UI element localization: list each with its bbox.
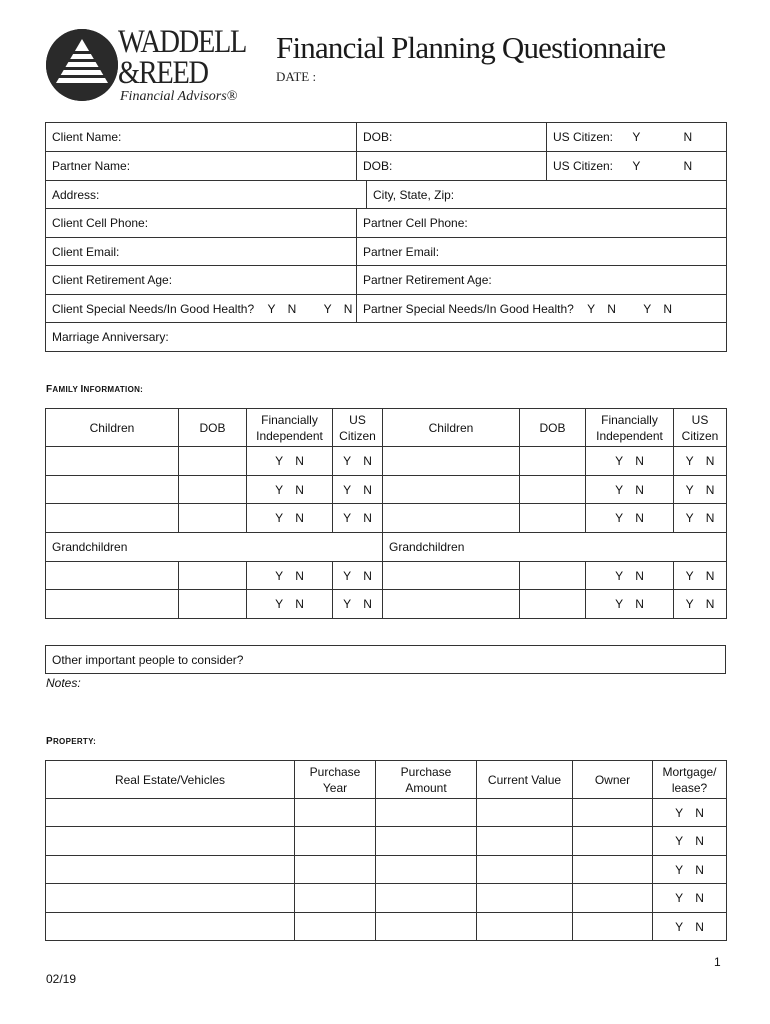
child-dob-cell[interactable] (179, 447, 247, 476)
citizen-yn[interactable]: Y N (333, 504, 383, 533)
col-financially-independent: Financially Independent (247, 409, 333, 447)
child-name-cell[interactable] (46, 476, 179, 504)
partner-dob-field[interactable]: DOB: (357, 152, 547, 181)
table-row (46, 913, 727, 941)
citizen-yn[interactable]: Y N (674, 447, 727, 476)
table-row (46, 504, 727, 533)
citizen-yn[interactable]: Y N (333, 590, 383, 619)
logo-emblem (46, 29, 118, 101)
table-row (46, 799, 727, 827)
citizen-yn[interactable]: Y N (333, 476, 383, 504)
property-heading: PROPERTY: (46, 736, 97, 747)
col-us-citizen: US Citizen (674, 409, 727, 447)
grandchildren-label: Grandchildren (383, 533, 727, 562)
table-row (46, 590, 727, 619)
table-row (46, 884, 727, 913)
col-dob: DOB (179, 409, 247, 447)
pyramid-icon (46, 29, 118, 101)
partner-us-citizen-field[interactable] (547, 152, 727, 181)
client-special-label: Client Special Needs/In Good Health? (52, 301, 255, 316)
grandchild-name-cell[interactable] (383, 590, 520, 619)
col-mortgage: Mortgage/ lease? (653, 761, 727, 799)
good-health-yn[interactable]: Y N (643, 301, 673, 316)
table-header-row (46, 761, 727, 799)
grandchild-dob-cell[interactable] (179, 562, 247, 590)
table-row (46, 476, 727, 504)
col-current-value: Current Value (477, 761, 573, 799)
child-name-cell[interactable] (383, 504, 520, 533)
date-label: DATE : (276, 69, 317, 84)
property-table (45, 760, 727, 941)
col-owner: Owner (573, 761, 653, 799)
good-health-yn[interactable]: Y N (323, 301, 353, 316)
special-needs-yn[interactable]: Y N (267, 301, 297, 316)
fin-ind-yn[interactable]: Y N (586, 504, 674, 533)
other-people-table (45, 645, 726, 674)
fin-ind-yn[interactable]: Y N (586, 447, 674, 476)
table-row (46, 827, 727, 856)
child-name-cell[interactable] (383, 447, 520, 476)
family-table (45, 408, 727, 619)
citizen-yes[interactable]: Y (632, 130, 641, 144)
client-dob-field[interactable]: DOB: (357, 123, 547, 152)
page-title: Financial Planning Questionnaire (276, 30, 666, 65)
table-row (46, 447, 727, 476)
grandchild-dob-cell[interactable] (179, 590, 247, 619)
citizen-yn[interactable]: Y N (674, 562, 727, 590)
client-special-needs-field[interactable] (46, 295, 357, 323)
col-purchase-amount: Purchase Amount (376, 761, 477, 799)
notes-label: Notes: (46, 676, 81, 690)
client-email-field[interactable]: Client Email: (46, 238, 357, 266)
partner-name-field[interactable]: Partner Name: (46, 152, 357, 181)
citizen-yn[interactable]: Y N (674, 476, 727, 504)
city-state-zip-field[interactable]: City, State, Zip: (367, 181, 727, 209)
child-dob-cell[interactable] (179, 476, 247, 504)
family-heading: FAMILY INFORMATION: (46, 384, 144, 395)
col-real-estate: Real Estate/Vehicles (46, 761, 295, 799)
child-dob-cell[interactable] (520, 504, 586, 533)
partner-email-field[interactable]: Partner Email: (357, 238, 727, 266)
fin-ind-yn[interactable]: Y N (247, 476, 333, 504)
fin-ind-yn[interactable]: Y N (586, 562, 674, 590)
client-cell-field[interactable]: Client Cell Phone: (46, 209, 357, 238)
col-children: Children (383, 409, 520, 447)
fin-ind-yn[interactable]: Y N (247, 590, 333, 619)
partner-cell-field[interactable]: Partner Cell Phone: (357, 209, 727, 238)
revision-date: 02/19 (46, 972, 77, 986)
grandchild-dob-cell[interactable] (520, 562, 586, 590)
client-name-field[interactable]: Client Name: (46, 123, 357, 152)
fin-ind-yn[interactable]: Y N (247, 562, 333, 590)
mortgage-yn[interactable]: Y N (653, 799, 727, 827)
partner-special-needs-field[interactable] (357, 295, 727, 323)
col-children: Children (46, 409, 179, 447)
mortgage-yn[interactable]: Y N (653, 913, 727, 941)
brand-tagline: Financial Advisors® (120, 89, 238, 104)
partner-special-label: Partner Special Needs/In Good Health? (363, 301, 574, 316)
citizen-yes[interactable]: Y (632, 159, 641, 173)
table-row (46, 562, 727, 590)
citizen-no[interactable]: N (683, 159, 693, 173)
table-header-row (46, 409, 727, 447)
mortgage-yn[interactable]: Y N (653, 884, 727, 913)
brand-logo (118, 24, 267, 105)
child-dob-cell[interactable] (520, 447, 586, 476)
client-us-citizen-field[interactable] (547, 123, 727, 152)
col-purchase-year: Purchase Year (295, 761, 376, 799)
table-row (46, 856, 727, 884)
citizen-yn[interactable]: Y N (333, 562, 383, 590)
fin-ind-yn[interactable]: Y N (247, 447, 333, 476)
brand-line1: WADDELL (118, 24, 247, 60)
grandchild-name-cell[interactable] (46, 562, 179, 590)
marriage-anniversary-field[interactable]: Marriage Anniversary: (46, 323, 727, 352)
page-number: 1 (714, 955, 721, 969)
partner-retirement-field[interactable]: Partner Retirement Age: (357, 266, 727, 295)
client-info-table (45, 122, 727, 352)
grandchild-dob-cell[interactable] (520, 590, 586, 619)
citizen-no[interactable]: N (683, 130, 693, 144)
grandchildren-header-row (46, 533, 727, 562)
us-citizen-label: US Citizen: (553, 159, 614, 173)
grandchild-name-cell[interactable] (383, 562, 520, 590)
citizen-yn[interactable]: Y N (333, 447, 383, 476)
mortgage-yn[interactable]: Y N (653, 827, 727, 856)
fin-ind-yn[interactable]: Y N (247, 504, 333, 533)
mortgage-yn[interactable]: Y N (653, 856, 727, 884)
us-citizen-label: US Citizen: (553, 130, 614, 144)
col-dob: DOB (520, 409, 586, 447)
col-financially-independent: Financially Independent (586, 409, 674, 447)
child-dob-cell[interactable] (520, 476, 586, 504)
grandchild-name-cell[interactable] (46, 590, 179, 619)
child-name-cell[interactable] (46, 447, 179, 476)
address-field[interactable]: Address: (46, 181, 367, 209)
client-retirement-field[interactable]: Client Retirement Age: (46, 266, 357, 295)
citizen-yn[interactable]: Y N (674, 504, 727, 533)
special-needs-yn[interactable]: Y N (587, 301, 616, 316)
child-dob-cell[interactable] (179, 504, 247, 533)
fin-ind-yn[interactable]: Y N (586, 476, 674, 504)
child-name-cell[interactable] (46, 504, 179, 533)
fin-ind-yn[interactable]: Y N (586, 590, 674, 619)
grandchildren-label: Grandchildren (46, 533, 383, 562)
child-name-cell[interactable] (383, 476, 520, 504)
col-us-citizen: US Citizen (333, 409, 383, 447)
brand-line2: &REED (118, 55, 208, 91)
other-people-field[interactable]: Other important people to consider? (46, 646, 726, 674)
citizen-yn[interactable]: Y N (674, 590, 727, 619)
